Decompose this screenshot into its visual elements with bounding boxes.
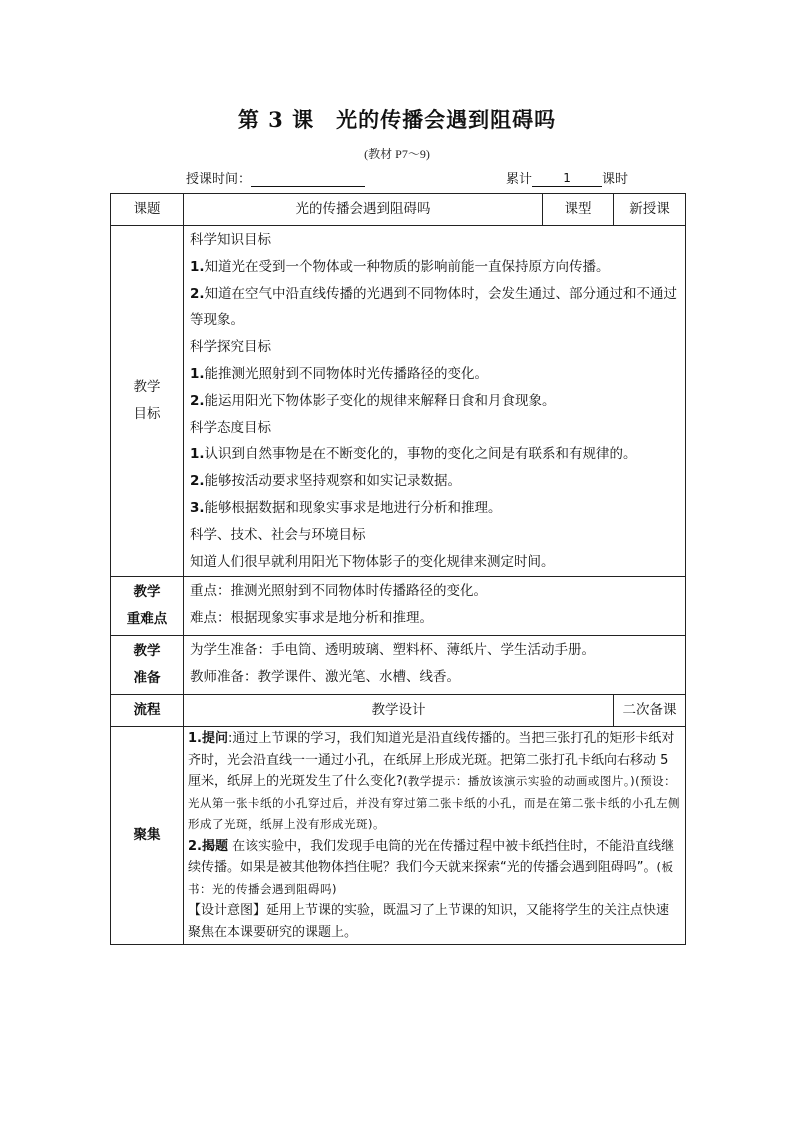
list-item: 1.能推测光照射到不同物体时光传播路径的变化。 xyxy=(190,365,489,382)
lesson-total-unit: 课时 xyxy=(602,172,629,187)
design-intent: 【设计意图】延用上节课的实验，既温习了上节课的知识，又能将学生的关注点快速聚焦在本课要研究的课题上。 xyxy=(188,903,670,940)
key-point: 重点：推测光照射到不同物体时传播路径的变化。 xyxy=(190,583,487,600)
table-row xyxy=(111,226,686,577)
flow-process-header: 流程 xyxy=(111,695,184,727)
lesson-time-value xyxy=(251,171,365,187)
teacher-prep: 教师准备：教学课件、激光笔、水槽、线香。 xyxy=(190,669,460,686)
focus-label: 聚集 xyxy=(111,727,184,945)
knowledge-title: 科学知识目标 xyxy=(190,232,271,248)
key-points-label: 教学 重难点 xyxy=(111,577,184,636)
preparation-content xyxy=(184,636,686,695)
key-points-content xyxy=(184,577,686,636)
preparation-label: 教学 准备 xyxy=(111,636,184,695)
inquiry-title: 科学探究目标 xyxy=(190,339,271,356)
list-item: 1.知道光在受到一个物体或一种物质的影响前能一直保持原方向传播。 xyxy=(190,258,610,275)
list-item: 3.能够根据数据和现象实事求是地进行分析和推理。 xyxy=(190,499,502,516)
list-item: 2.能够按活动要求坚持观察和如实记录数据。 xyxy=(190,473,462,490)
textbook-pages: (教材 P7～9) xyxy=(364,147,430,161)
attitude-title: 科学态度目标 xyxy=(190,419,271,436)
objectives-label: 教学 目标 xyxy=(111,226,184,577)
lesson-time xyxy=(186,168,365,187)
table-row xyxy=(111,194,686,226)
table-row xyxy=(111,577,686,636)
topic-label: 课题 xyxy=(111,194,184,226)
table-row xyxy=(111,695,686,727)
lesson-title: 第 3 课 光的传播会遇到阻碍吗 xyxy=(237,107,557,132)
type-label: 课型 xyxy=(543,194,614,226)
flow-design-header: 教学设计 xyxy=(184,695,614,727)
lesson-plan-table xyxy=(110,193,686,945)
lesson-time-label: 授课时间： xyxy=(186,172,252,187)
sts-title: 科学、技术、社会与环境目标 xyxy=(190,526,366,543)
list-item: 1.认识到自然事物是在不断变化的，事物的变化之间是有联系和有规律的。 xyxy=(190,446,637,463)
difficult-point: 难点：根据现象实事求是地分析和推理。 xyxy=(190,610,433,627)
student-prep: 为学生准备：手电筒、透明玻璃、塑料杯、薄纸片、学生活动手册。 xyxy=(190,642,595,659)
focus-paragraph-1: 1.提问:通过上节课的学习，我们知道光是沿直线传播的。当把三张打孔的矩形卡纸对齐时，光会沿直线一一通过小孔，在纸屏上形成光斑。把第二张打孔卡纸向右移动 5 厘米，纸屏上的光斑发生了什么变化?(教学提示：播放该演示实验的动画或图片。)(预设：光从第一张卡纸的小孔穿过后，并没有穿过第二张卡纸的小孔，而是在第二张卡纸的小孔左侧形成了光斑，纸屏上没有形成光斑)。 xyxy=(188,731,680,832)
topic-value: 光的传播会遇到阻碍吗 xyxy=(184,194,543,226)
list-item: 知道人们很早就利用阳光下物体影子的变化规律来测定时间。 xyxy=(190,553,555,570)
lesson-total xyxy=(506,168,628,187)
flow-second-prep-header: 二次备课 xyxy=(614,695,686,727)
list-item: 2.能运用阳光下物体影子变化的规律来解释日食和月食现象。 xyxy=(190,392,556,409)
type-value: 新授课 xyxy=(614,194,686,226)
lesson-total-label: 累计 xyxy=(506,172,533,187)
table-row xyxy=(111,636,686,695)
table-row xyxy=(111,727,686,945)
objectives-content xyxy=(184,226,686,577)
list-item: 2.知道在空气中沿直线传播的光遇到不同物体时，会发生通过、部分通过和不通过等现象。 xyxy=(190,285,678,329)
lesson-total-value: 1 xyxy=(532,171,602,187)
focus-content xyxy=(184,727,686,945)
focus-paragraph-2: 2.揭题 在该实验中，我们发现手电筒的光在传播过程中被卡纸挡住时，不能沿直线继续传播。如果是被其他物体挡住呢？我们今天就来探索“光的传播会遇到阻碍吗”。(板书：光的传播会遇到阻碍吗) xyxy=(188,838,675,896)
